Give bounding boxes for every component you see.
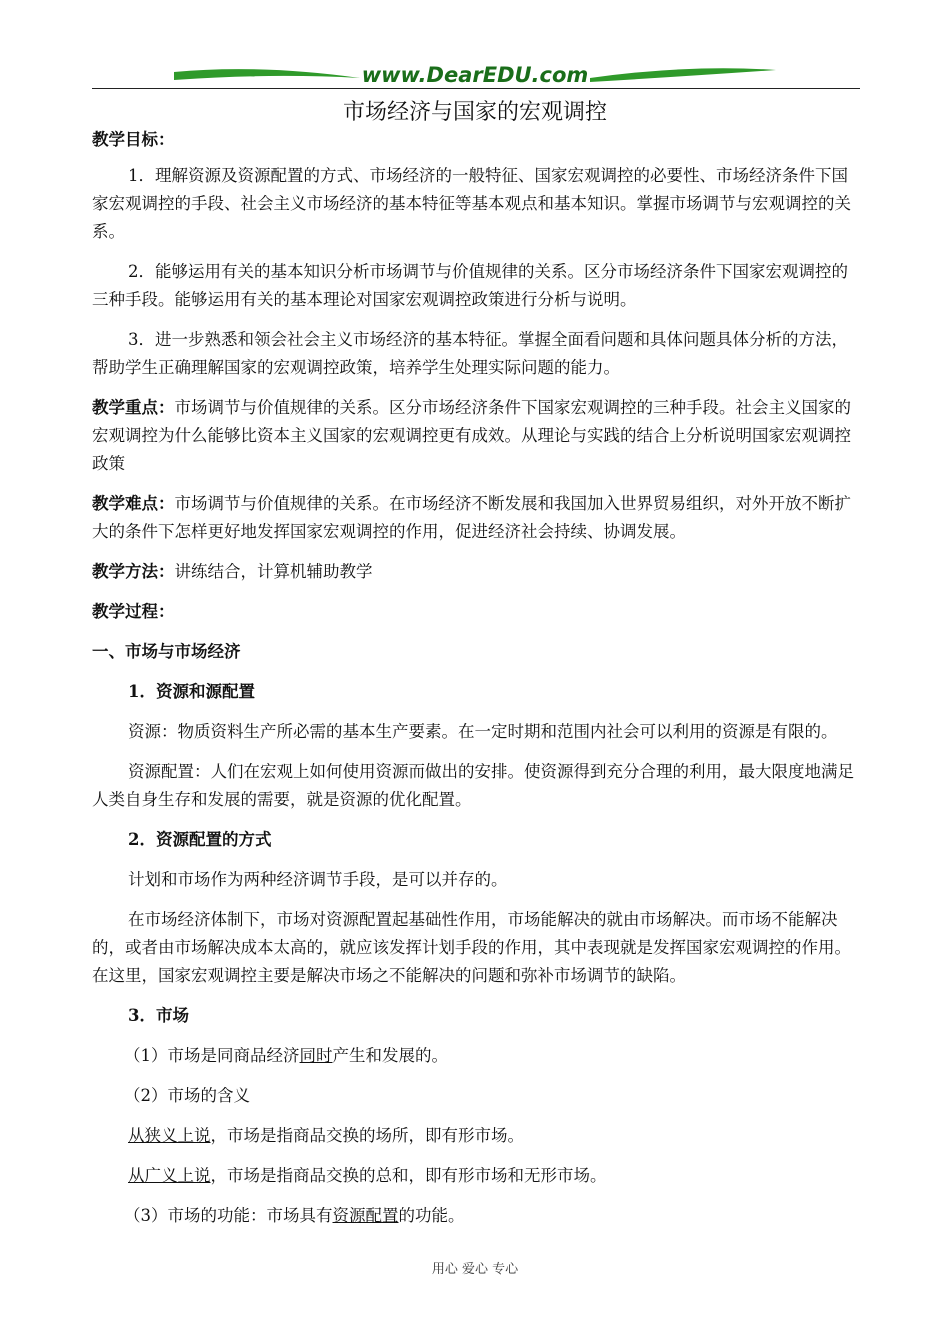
objective-item-3: 3．进一步熟悉和领会社会主义市场经济的基本特征。掌握全面看问题和具体问题具体分析的方法，帮助学生正确理解国家的宏观调控政策，培养学生处理实际问题的能力。 — [92, 330, 848, 377]
objective-item-2: 2．能够运用有关的基本知识分析市场调节与价值规律的关系。区分市场经济条件下国家宏观调控的三种手段。能够运用有关的基本理论对国家宏观调控政策进行分析与说明。 — [92, 262, 848, 309]
allocation-methods-p1: 计划和市场作为两种经济调节手段，是可以并存的。 — [128, 870, 508, 889]
objectives-label: 教学目标： — [92, 130, 175, 149]
banner-right-swoosh — [590, 68, 776, 82]
resource-allocation-definition: 资源配置：人们在宏观上如何使用资源而做出的安排。使资源得到充分合理的利用，最大限度地满足人类自身生存和发展的需要，就是资源的优化配置。 — [92, 762, 854, 809]
resource-definition: 资源：物质资料生产所必需的基本生产要素。在一定时期和范围内社会可以利用的资源是有限的。 — [128, 722, 838, 741]
methods — [92, 558, 860, 586]
market-function-text: （3）市场的功能：市场具有 — [124, 1206, 333, 1225]
methods-label: 教学方法： — [92, 562, 175, 581]
narrow-sense-text: ，市场是指商品交换的场所，即有形市场。 — [210, 1126, 524, 1145]
key-points-label: 教学重点： — [92, 398, 175, 417]
key-points-text: 市场调节与价值规律的关系。区分市场经济条件下国家宏观调控的三种手段。社会主义国家的宏观调控为什么能够比资本主义国家的宏观调控更有成效。从理论与实践的结合上分析说明国家宏观调控政策 — [92, 398, 851, 473]
market-item-2: （2）市场的含义 — [124, 1086, 250, 1105]
market-item-1-text: （1）市场是同商品经济 — [124, 1046, 300, 1065]
subsection-1-heading: 1．资源和源配置 — [128, 682, 255, 701]
subsection-2-heading: 2．资源配置的方式 — [128, 830, 272, 849]
market-function-underline: 资源配置 — [332, 1206, 399, 1225]
document-body — [92, 126, 860, 1230]
broad-sense-underline: 从广义上说 — [128, 1166, 211, 1185]
page-footer: 用心 爱心 专心 — [431, 1262, 519, 1277]
market-function-tail: 的功能。 — [398, 1206, 465, 1225]
methods-text: 讲练结合，计算机辅助教学 — [174, 562, 373, 581]
narrow-sense-underline: 从狭义上说 — [128, 1126, 211, 1145]
difficulties-label: 教学难点： — [92, 494, 175, 513]
market-narrow-definition — [92, 1122, 860, 1150]
difficulties-text: 市场调节与价值规律的关系。在市场经济不断发展和我国加入世界贸易组织，对外开放不断扩大的条件下怎样更好地发挥国家宏观调控的作用，促进经济社会持续、协调发展。 — [92, 494, 851, 541]
allocation-methods-p2: 在市场经济体制下，市场对资源配置起基础性作用，市场能解决的就由市场解决。而市场不能解决的，或者由市场解决成本太高的，就应该发挥计划手段的作用，其中表现就是发挥国家宏观调控的作用。在这里，国家宏观调控主要是解决市场之不能解决的问题和弥补市场调节的缺陷。 — [92, 910, 851, 985]
market-item-1 — [92, 1042, 860, 1070]
subsection-3-heading: 3．市场 — [128, 1006, 189, 1025]
market-item-3 — [92, 1202, 860, 1230]
difficulties — [92, 490, 860, 546]
banner-site-text: www.DearEDU.com — [361, 63, 589, 87]
broad-sense-text: ，市场是指商品交换的总和，即有形市场和无形市场。 — [210, 1166, 607, 1185]
section-1-heading: 一、市场与市场经济 — [92, 642, 241, 661]
banner-left-swoosh — [174, 69, 360, 80]
market-broad-definition — [92, 1162, 860, 1190]
header-rule — [92, 88, 860, 89]
key-points — [92, 394, 860, 478]
market-item-1-tail: 产生和发展的。 — [332, 1046, 448, 1065]
process-label: 教学过程： — [92, 602, 175, 621]
document-title: 市场经济与国家的宏观调控 — [342, 100, 607, 125]
objective-item-1: 1．理解资源及资源配置的方式、市场经济的一般特征、国家宏观调控的必要性、市场经济条件下国家宏观调控的手段、社会主义市场经济的基本特征等基本观点和基本知识。掌握市场调节与宏观调控的关系。 — [92, 166, 851, 241]
market-item-1-underline: 同时 — [299, 1046, 333, 1065]
